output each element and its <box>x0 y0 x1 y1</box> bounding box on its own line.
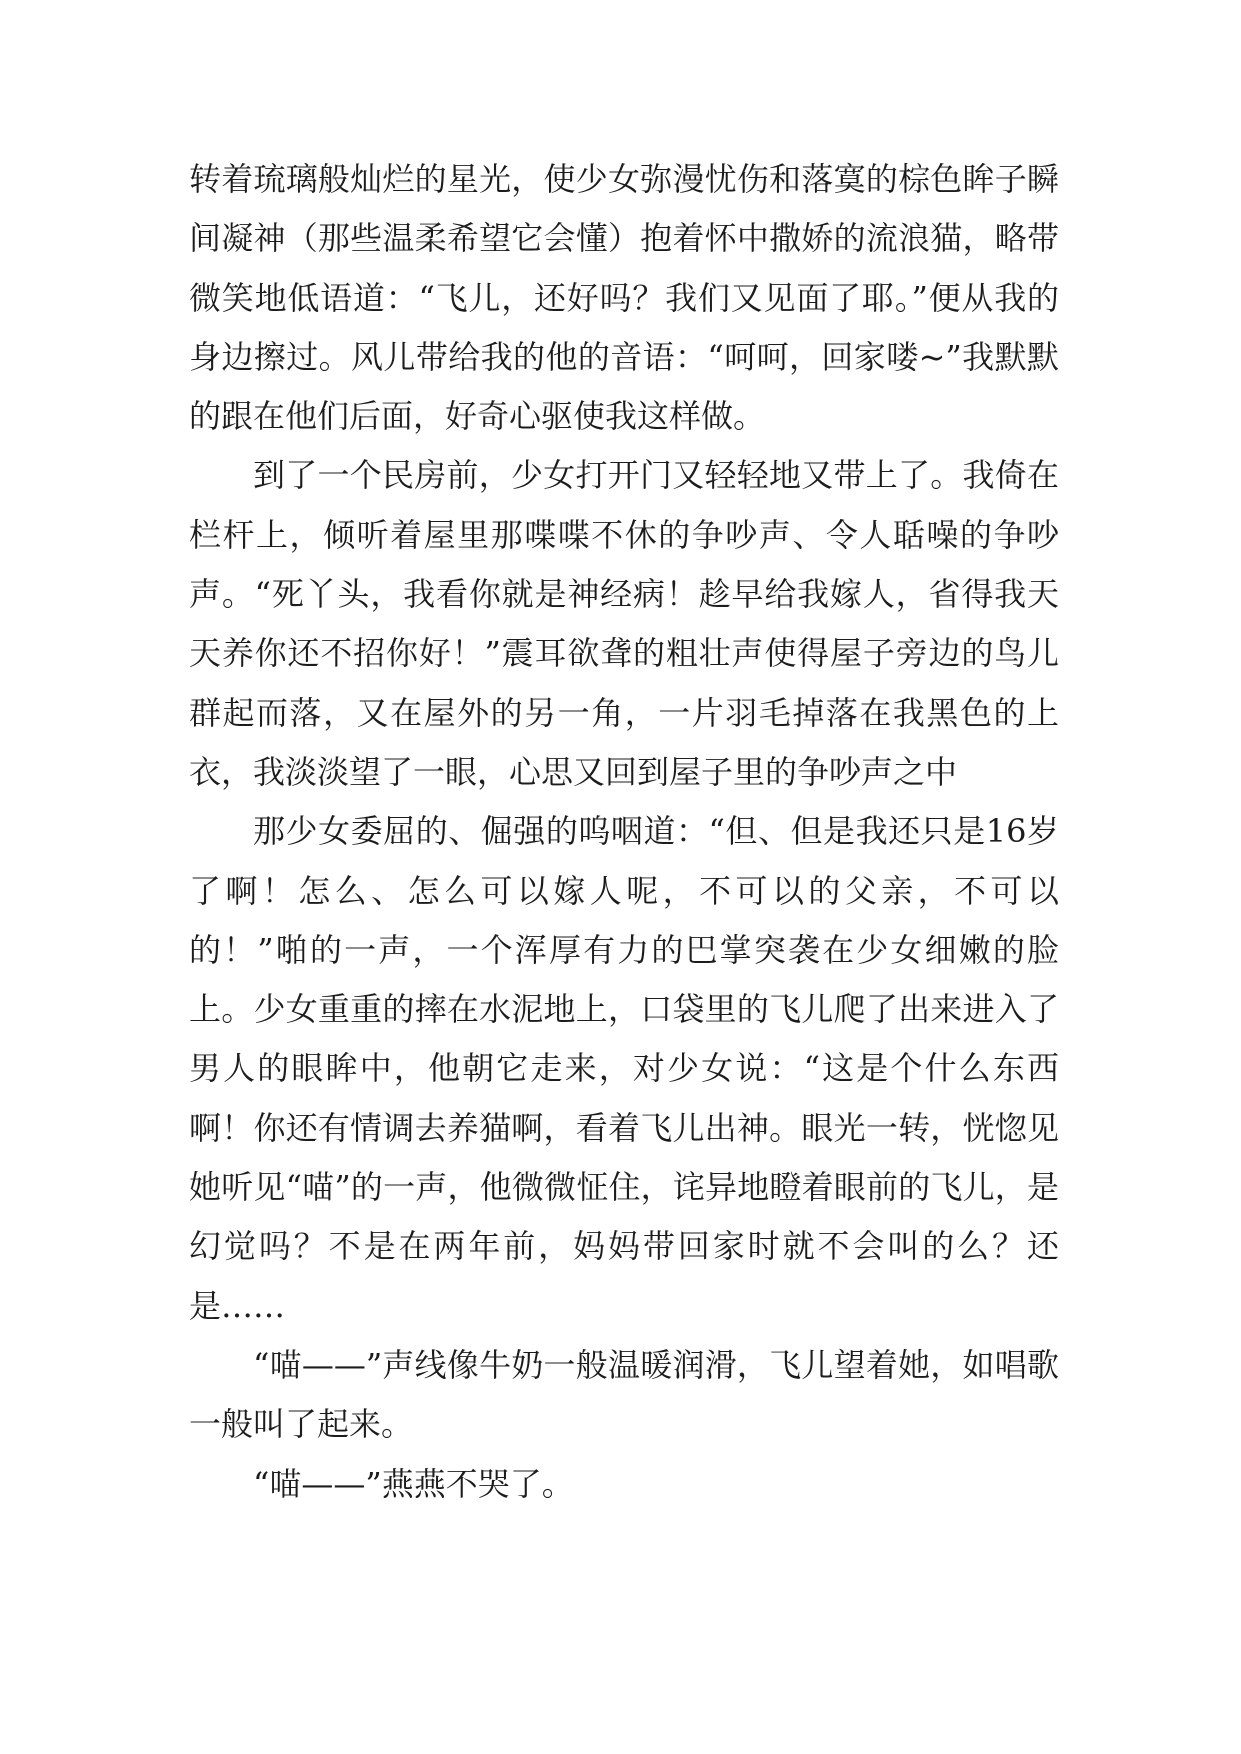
paragraph-5: “喵——”燕燕不哭了。 <box>253 1464 574 1503</box>
paragraph-2: 到了一个民房前，少女打开门又轻轻地又带上了。我倚在栏杆上，倾听着屋里那喋喋不休的争吵声、令人聒噪的争吵声。“死丫头，我看你就是神经病！趁早给我嫁人，省得我天天养你还不招你好！”震耳欲聋的粗壮声使得屋子旁边的鸟儿群起而落，又在屋外的另一角，一片羽毛掉落在我黑色的上衣，我淡淡望了一眼，心思又回到屋子里的争吵声之中 <box>189 456 1059 791</box>
paragraph-1: 转着琉璃般灿烂的星光，使少女弥漫忧伤和落寞的棕色眸子瞬间凝神（那些温柔希望它会懂）抱着怀中撒娇的流浪猫，略带微笑地低语道：“飞儿，还好吗？我们又见面了耶。”便从我的身边擦过。风儿带给我的他的音语：“呵呵，回家喽~”我默默的跟在他们后面，好奇心驱使我这样做。 <box>189 160 1059 436</box>
paragraph-3: 那少女委屈的、倔强的呜咽道：“但、但是我还只是16岁了啊！怎么、怎么可以嫁人呢，不可以的父亲，不可以的！”啪的一声，一个浑厚有力的巴掌突袭在少女细嫩的脸上。少女重重的摔在水泥地上，口袋里的飞儿爬了出来进入了男人的眼眸中，他朝它走来，对少女说：“这是个什么东西啊！你还有情调去养猫啊，看着飞儿出神。眼光一转，恍惚见她听见“喵”的一声，他微微怔住，诧异地瞪着眼前的飞儿，是幻觉吗？不是在两年前，妈妈带回家时就不会叫的么？还是…… <box>189 812 1059 1325</box>
body-text <box>189 150 1059 1514</box>
paragraph-4: “喵——”声线像牛奶一般温暖润滑，飞儿望着她，如唱歌一般叫了起来。 <box>189 1345 1059 1444</box>
